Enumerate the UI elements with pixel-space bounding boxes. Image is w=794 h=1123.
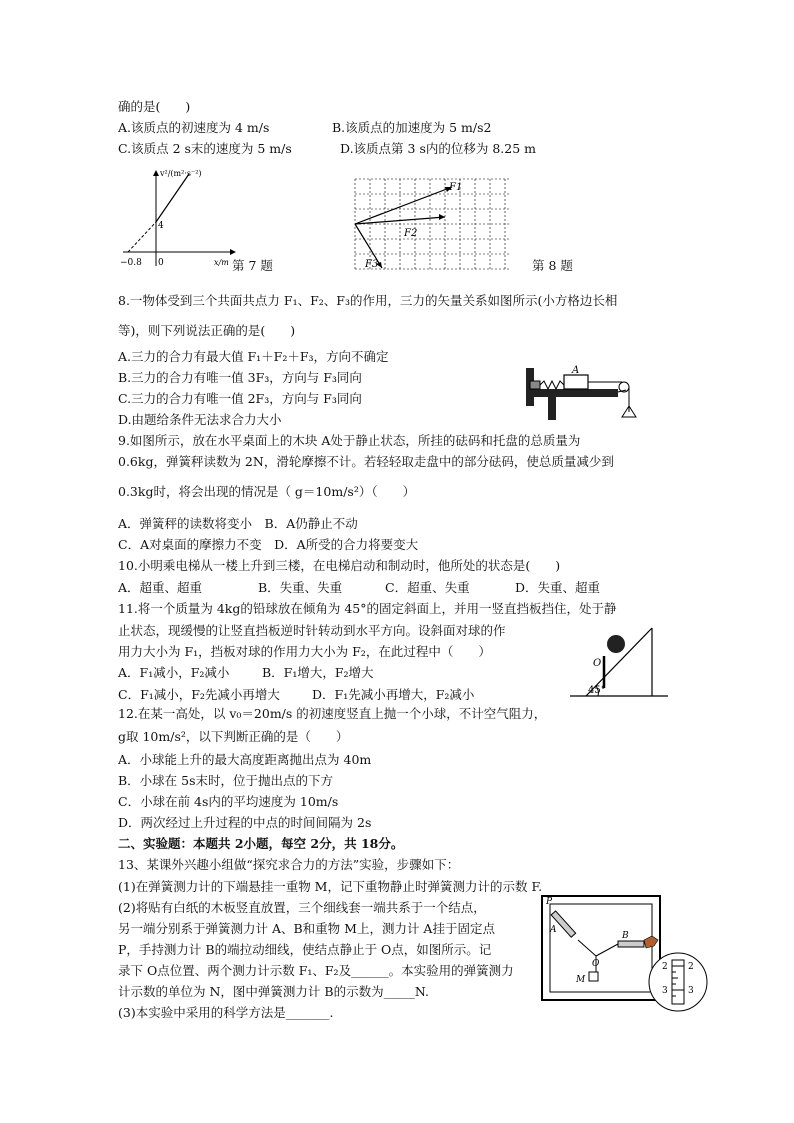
- q8-option-b: B.三力的合力有唯一值 3F₃，方向与 F₃同向: [118, 370, 362, 385]
- q13-scale-2-right: 2: [688, 962, 694, 972]
- q13-force-board-figure: [538, 894, 710, 1018]
- q11-o-label: O: [593, 658, 602, 669]
- q13-scale-3-left: 3: [662, 986, 668, 996]
- q7-option-b: B.该质点的加速度为 5 m/s2: [332, 120, 492, 135]
- q8-f3-label: F3: [365, 259, 379, 270]
- q13-stem: 13、某课外兴趣小组做“探究求合力的方法”实验，步骤如下：: [118, 857, 460, 872]
- q8-caption: 第 8 题: [532, 258, 573, 273]
- q8-stem-line2: 等)，则下列说法正确的是( ): [118, 323, 296, 338]
- q12-option-d: D．两次经过上升过程的中点的时间间隔为 2s: [118, 815, 372, 830]
- q12-line1: 12.在某一高处，以 v₀＝20m/s 的初速度竖直上抛一个小球，不计空气阻力，: [118, 706, 547, 721]
- q13-p-label: P: [546, 897, 553, 907]
- q12-line2: g取 10m/s²，以下判断正确的是（ ）: [118, 729, 349, 744]
- q8-option-d: D.由题给条件无法求合力大小: [118, 412, 282, 427]
- q8-f2-label: F2: [404, 228, 418, 239]
- q9-table-spring-figure: [522, 362, 642, 424]
- q13-step3: (3)本实验中采用的科学方法是_______.: [118, 1005, 334, 1020]
- q13-step2-line5: 计示数的单位为 N，图中弹簧测力计 B的示数为_____N.: [118, 984, 429, 999]
- q10-option-c: C．超重、失重: [385, 580, 470, 595]
- q10-option-b: B．失重、失重: [258, 580, 343, 595]
- q8-stem-line1: 8.一物体受到三个共面共点力 F₁、F₂、F₃的作用，三力的矢量关系如图所示(小方格边长相: [118, 293, 618, 308]
- q13-o-label: O: [592, 959, 600, 969]
- q9-line1: 9.如图所示，放在水平桌面上的木块 A处于静止状态，所挂的砝码和托盘的总质量为: [118, 433, 581, 448]
- q13-b-label: B: [622, 931, 629, 941]
- q13-step1: (1)在弹簧测力计的下端悬挂一重物 M，记下重物静止时弹簧测力计的示数 F.: [118, 879, 543, 894]
- q11-option-d: D．F₁先减小再增大，F₂减小: [312, 687, 475, 702]
- q11-line1: 11.将一个质量为 4kg的铅球放在倾角为 45°的固定斜面上，并用一竖直挡板挡住，处于静: [118, 601, 617, 616]
- q8-option-a: A.三力的合力有最大值 F₁＋F₂＋F₃，方向不确定: [118, 349, 389, 364]
- q11-option-b: B．F₁增大，F₂增大: [262, 665, 374, 680]
- q13-scale-3-right: 3: [688, 986, 694, 996]
- q13-a-label: A: [550, 925, 557, 935]
- q11-incline-figure: [566, 624, 672, 700]
- q7-v2-x-graph: [118, 166, 238, 272]
- q7-option-c: C.该质点 2 s末的速度为 5 m/s: [118, 141, 292, 156]
- q13-m-label: M: [576, 975, 586, 985]
- q7-y-intercept: 4: [158, 221, 164, 231]
- q9-line3: 0.3kg时，将会出现的情况是（ g＝10m/s²）（ ）: [118, 484, 416, 499]
- q10-option-d: D．失重、超重: [515, 580, 601, 595]
- q9-options-ab: A．弹簧秤的读数将变小 B．A仍静止不动: [118, 516, 358, 531]
- q12-option-c: C．小球在前 4s内的平均速度为 10m/s: [118, 794, 339, 809]
- q7-caption: 第 7 题: [232, 258, 273, 273]
- q8-f1-label: F1: [449, 182, 463, 193]
- q13-step2-line4: 录下 O点位置、两个测力计示数 F₁、F₂及______。本实验用的弹簧测力: [118, 963, 514, 978]
- q7-y-axis-label: v²/(m²·s⁻²): [160, 169, 202, 178]
- q7-x-axis-label: x/m: [214, 258, 229, 267]
- q10-stem: 10.小明乘电梯从一楼上升到三楼，在电梯启动和制动时，他所处的状态是( ): [118, 558, 561, 573]
- q8-force-grid-figure: [352, 176, 512, 272]
- q7-option-d: D.该质点第 3 s内的位移为 8.25 m: [340, 141, 536, 156]
- q13-step2-line3: P，手持测力计 B的端拉动细线，使结点静止于 O点，如图所示。记: [118, 942, 492, 957]
- q9-line2: 0.6kg，弹簧秤读数为 2N，滑轮摩擦不计。若轻轻取走盘中的部分砝码，使总质量减少到: [118, 454, 614, 469]
- q9-options-cd: C．A对桌面的摩擦力不变 D．A所受的合力将要变大: [118, 537, 419, 552]
- q7-stem-tail: 确的是( ): [118, 99, 191, 114]
- q11-line3: 用力大小为 F₁，挡板对球的作用力大小为 F₂，在此过程中（ ）: [118, 644, 491, 659]
- q11-option-c: C．F₁减小，F₂先减小再增大: [118, 687, 280, 702]
- q13-step2-line1: (2)将贴有白纸的木板竖直放置，三个细线套一端共系于一个结点，: [118, 900, 486, 915]
- q7-origin: 0: [158, 258, 164, 268]
- q11-line2: 止状态，现缓慢的让竖直挡板逆时针转动到水平方向。设斜面对球的作: [118, 623, 506, 638]
- q13-step2-line2: 另一端分别系于弹簧测力计 A、B和重物 M上，测力计 A挂于固定点: [118, 921, 495, 936]
- section2-heading: 二、实验题：本题共 2小题，每空 2分，共 18分。: [118, 836, 404, 851]
- q10-option-a: A．超重、超重: [118, 580, 203, 595]
- q9-block-label: A: [572, 365, 580, 376]
- q11-angle-label: 45°: [588, 685, 606, 696]
- q12-option-a: A．小球能上升的最大高度距离抛出点为 40m: [118, 752, 372, 767]
- q8-option-c: C.三力的合力有唯一值 2F₃，方向与 F₃同向: [118, 391, 362, 406]
- q12-option-b: B．小球在 5s末时，位于抛出点的下方: [118, 773, 334, 788]
- q13-scale-2-left: 2: [662, 962, 668, 972]
- q7-option-a: A.该质点的初速度为 4 m/s: [118, 120, 270, 135]
- q7-x-intercept: −0.8: [120, 258, 142, 268]
- q11-option-a: A．F₁减小，F₂减小: [118, 665, 230, 680]
